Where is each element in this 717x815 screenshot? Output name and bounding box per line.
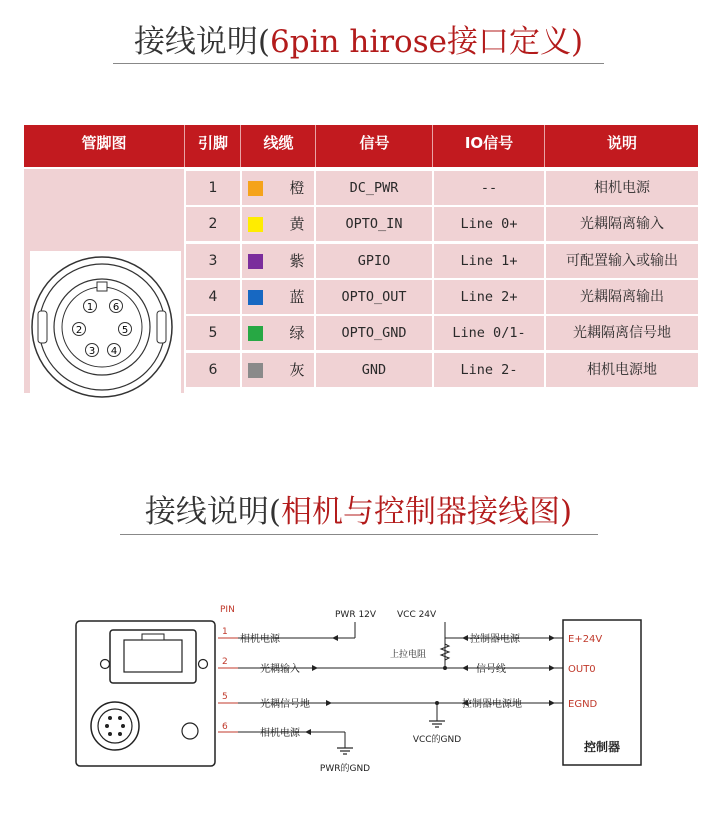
cell-signal: GPIO — [357, 253, 391, 269]
cell-pin: 6 — [208, 362, 218, 378]
screw-hole-icon — [199, 660, 208, 669]
controller-port-e24v: E+24V — [568, 634, 603, 645]
connector-pin-4: 4 — [110, 346, 118, 357]
header-pin: 引脚 — [184, 125, 241, 167]
table-row — [186, 244, 698, 278]
title-underline — [120, 534, 598, 535]
cell-io: Line 2+ — [460, 289, 518, 305]
cable-color-name: 蓝 — [289, 288, 305, 306]
cell-pin: 2 — [208, 216, 218, 232]
cable-color-name: 紫 — [289, 252, 305, 270]
cell-description: 光耦隔离信号地 — [573, 325, 671, 341]
pin-header: PIN — [220, 605, 235, 615]
cell-pin: 5 — [208, 325, 218, 341]
column-divider — [240, 207, 242, 241]
cell-description: 相机电源地 — [587, 362, 657, 378]
cell-pin: 3 — [208, 253, 218, 269]
connector-pin-6: 6 — [112, 302, 120, 313]
header-signal: 信号 — [315, 125, 433, 167]
cell-description: 光耦隔离输出 — [580, 289, 664, 305]
connector-pin-5: 5 — [121, 325, 129, 336]
section-title-pinout — [0, 16, 717, 61]
cable-color-swatch — [248, 326, 263, 341]
mount-hole-icon — [182, 723, 198, 739]
vcc-gnd-label: VCC的GND — [412, 735, 462, 745]
header-description: 说明 — [544, 125, 699, 167]
cell-pin: 4 — [208, 289, 218, 305]
table-row — [186, 207, 698, 241]
cell-description: 光耦隔离输入 — [580, 216, 664, 232]
wire-pin-2: 2 — [222, 657, 228, 667]
cell-signal: OPTO_GND — [341, 325, 407, 341]
pwr-12v-label: PWR 12V — [335, 610, 377, 620]
table-row — [186, 353, 698, 387]
cell-io: Line 2- — [460, 362, 518, 378]
screw-hole-icon — [101, 660, 110, 669]
wire-label-controller-gnd: 控制器电源地 — [462, 699, 522, 710]
wire-label-camera-power-gnd: 相机电源 — [260, 728, 300, 739]
table-row — [186, 280, 698, 314]
cell-signal: DC_PWR — [349, 180, 399, 196]
controller-port-out0: OUT0 — [568, 664, 596, 675]
cell-signal: GND — [361, 362, 387, 378]
connector-pin-2: 2 — [75, 325, 83, 336]
column-divider — [240, 316, 242, 350]
wire-pin-5: 5 — [222, 692, 228, 702]
wire-label-signal: 信号线 — [476, 664, 506, 675]
cell-io: Line 0+ — [460, 216, 518, 232]
cable-color-name: 灰 — [289, 361, 305, 379]
cable-color-swatch — [248, 217, 263, 232]
cell-pin: 1 — [208, 180, 218, 196]
cable-color-name: 绿 — [289, 324, 305, 342]
cell-signal: OPTO_IN — [345, 216, 403, 232]
header-cable: 线缆 — [240, 125, 316, 167]
hirose-connector-icon — [30, 251, 181, 401]
header-io-signal: IO信号 — [432, 125, 545, 167]
pin-definition-table — [24, 125, 698, 393]
section-title-wiring — [0, 486, 717, 531]
wiring-diagram — [0, 590, 717, 790]
wire-pin-1: 1 — [222, 627, 228, 637]
cable-color-swatch — [248, 363, 263, 378]
header-pin-diagram: 管脚图 — [81, 134, 127, 152]
cell-description: 相机电源 — [594, 180, 650, 196]
wire-label-camera-power: 相机电源 — [240, 634, 280, 645]
pin-diagram-cell — [24, 169, 184, 393]
vcc-24v-label: VCC 24V — [397, 610, 437, 620]
cable-color-swatch — [248, 181, 263, 196]
cell-io: Line 1+ — [460, 253, 518, 269]
title-red-part: 6pin hirose接口定义) — [270, 24, 584, 60]
column-divider — [240, 280, 242, 314]
wire-label-opto-gnd: 光耦信号地 — [260, 699, 310, 710]
pwr-gnd-label: PWR的GND — [319, 764, 371, 774]
title-prefix: 接线说明( — [133, 24, 271, 60]
table-header — [24, 125, 698, 167]
connector-pin-1: 1 — [86, 302, 94, 313]
connector-pin-3: 3 — [88, 346, 96, 357]
cell-signal: OPTO_OUT — [341, 289, 407, 305]
wire-label-opto-input: 光耦输入 — [260, 664, 300, 675]
wire-label-controller-power: 控制器电源 — [470, 634, 520, 645]
cable-color-name: 黄 — [289, 215, 305, 233]
cable-color-name: 橙 — [289, 179, 305, 197]
cable-color-swatch — [248, 254, 263, 269]
column-divider — [240, 171, 242, 205]
table-row — [186, 316, 698, 350]
connector-image — [30, 251, 181, 401]
pullup-resistor-label: 上拉电阻 — [390, 650, 427, 660]
cell-io: Line 0/1- — [452, 325, 526, 341]
cable-color-swatch — [248, 290, 263, 305]
title-underline — [113, 63, 604, 64]
controller-port-egnd: EGND — [568, 699, 598, 710]
table-row — [186, 171, 698, 205]
cell-io: -- — [480, 180, 498, 196]
column-divider — [240, 353, 242, 387]
cell-description: 可配置输入或输出 — [566, 253, 678, 269]
wire-pin-6: 6 — [222, 722, 228, 732]
controller-title: 控制器 — [583, 740, 621, 754]
column-divider — [240, 244, 242, 278]
title-red-part: 相机与控制器接线图) — [281, 494, 573, 530]
title-prefix: 接线说明( — [144, 494, 281, 530]
